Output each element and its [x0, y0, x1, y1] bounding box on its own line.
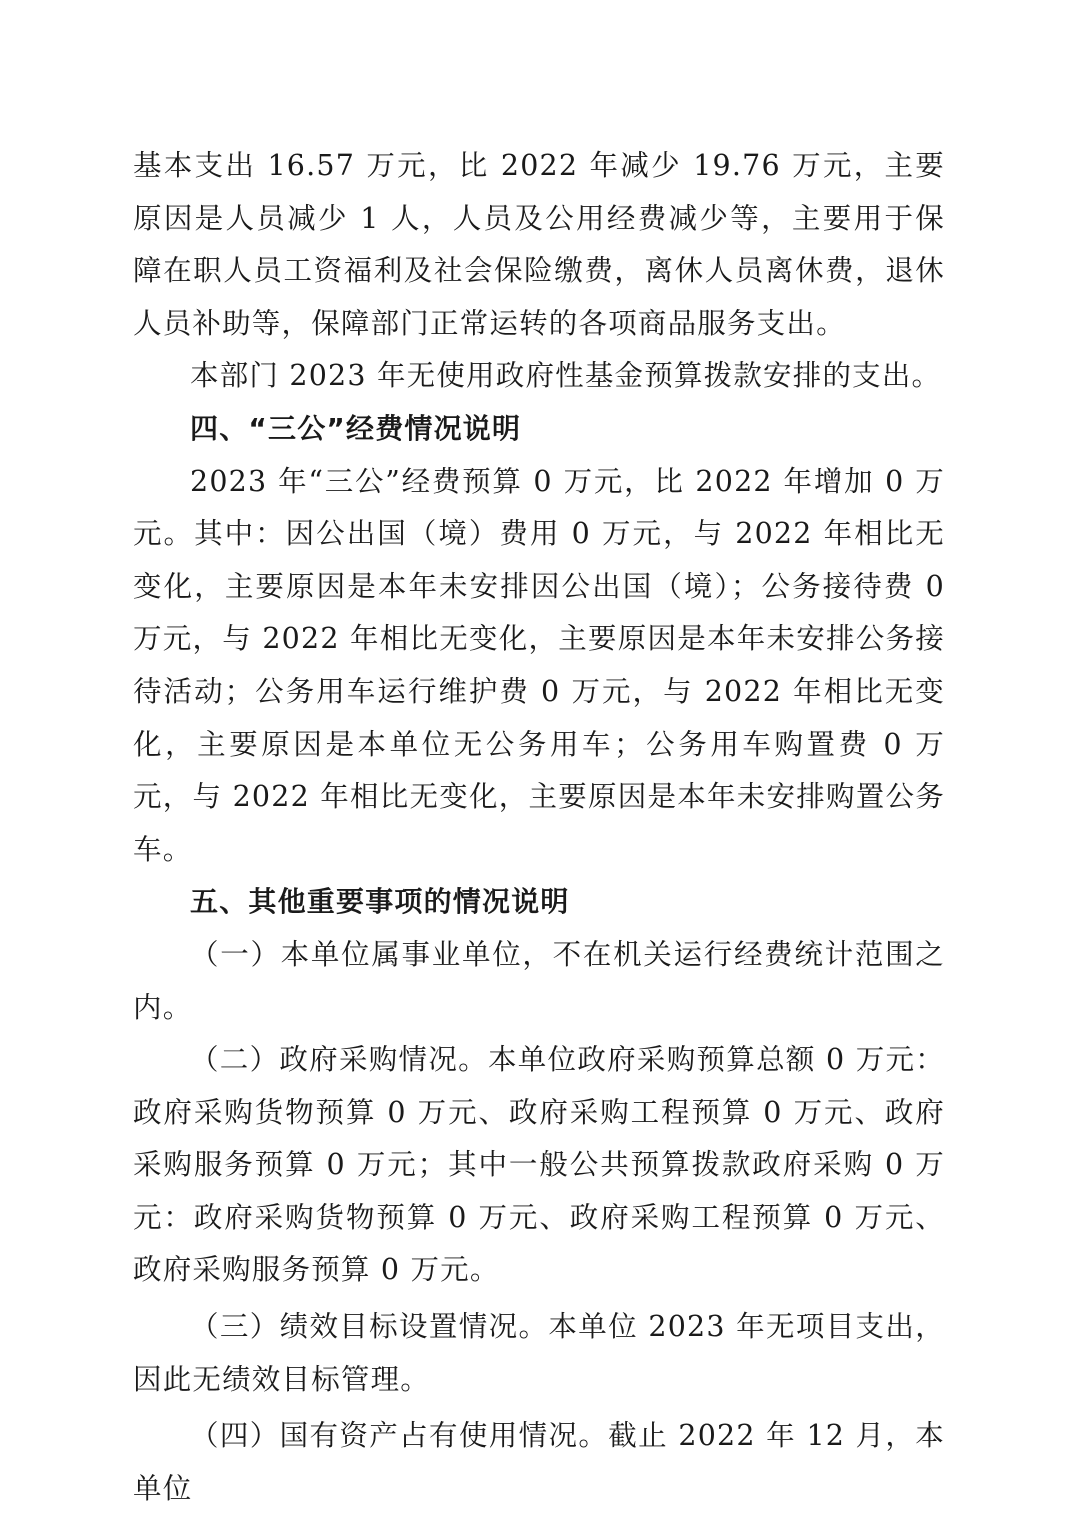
section-heading-three-public-expenses: 四、“三公”经费情况说明	[190, 411, 522, 445]
section-heading-other-matters: 五、其他重要事项的情况说明	[190, 885, 570, 919]
paragraph-basic-expenditure: 基本支出 16.57 万元，比 2022 年减少 19.76 万元，主要原因是人员减少 1 人，人员及公用经费减少等，主要用于保障在职人员工资福利及社会保险缴费，离休人员离休费，退休人员补助等，保障部门正常运转的各项商品服务支出。	[133, 149, 945, 340]
paragraph-item-one: （一）本单位属事业单位，不在机关运行经费统计范围之内。	[133, 937, 945, 1024]
paragraph-item-two-procurement: （二）政府采购情况。本单位政府采购预算总额 0 万元：政府采购货物预算 0 万元、政府采购工程预算 0 万元、政府采购服务预算 0 万元；其中一般公共预算拨款政府采购 0 万元：政府采购货物预算 0 万元、政府采购工程预算 0 万元、政府采购服务预算 0 万元。	[133, 1043, 945, 1287]
document-page	[133, 140, 945, 1515]
paragraph-item-three-performance: （三）绩效目标设置情况。本单位 2023 年无项目支出，因此无绩效目标管理。	[133, 1310, 945, 1396]
paragraph-item-four-assets: （四）国有资产占有使用情况。截止 2022 年 12 月，本单位	[133, 1419, 945, 1505]
paragraph-government-fund: 本部门 2023 年无使用政府性基金预算拨款安排的支出。	[190, 359, 942, 393]
paragraph-three-public-expenses: 2023 年“三公”经费预算 0 万元，比 2022 年增加 0 万元。其中：因公出国（境）费用 0 万元，与 2022 年相比无变化，主要原因是本年未安排因公出国（境）；公务接待费 0 万元，与 2022 年相比无变化，主要原因是本年未安排公务接待活动；公务用车运行维护费 0 万元，与 2022 年相比无变化，主要原因是本单位无公务用车；公务用车购置费 0 万元，与 2022 年相比无变化，主要原因是本年未安排购置公务车。	[133, 464, 945, 866]
